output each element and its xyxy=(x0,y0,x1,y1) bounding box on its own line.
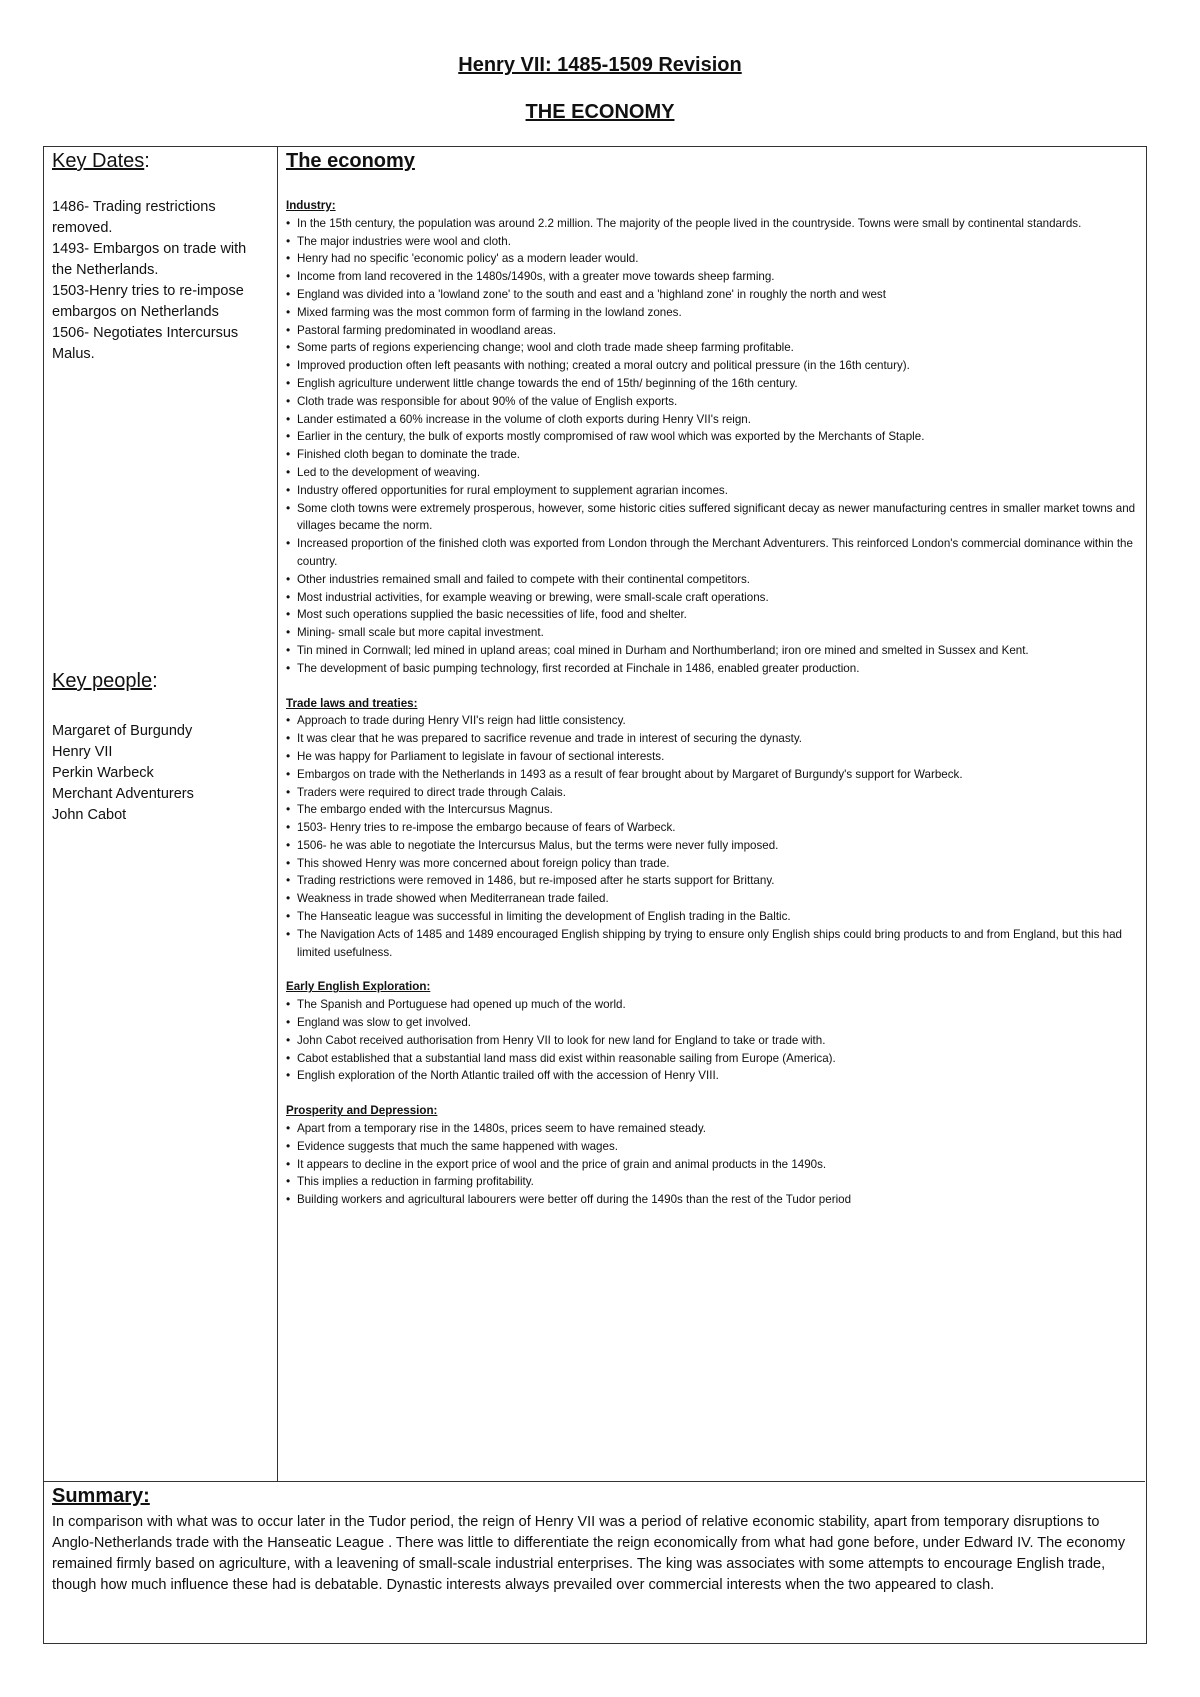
key-date-item: 1506- Negotiates Intercursus Malus. xyxy=(52,325,239,362)
section-heading: Industry: xyxy=(286,199,336,212)
summary-section xyxy=(44,1481,1145,1642)
summary-heading: Summary: xyxy=(52,1485,150,1507)
bullet-item: • Income from land recovered in the 1480s/1490s, with a greater move towards sheep farming. xyxy=(286,268,1141,286)
key-person-item: Perkin Warbeck xyxy=(52,765,154,781)
bullet-item: • Approach to trade during Henry VII's reign had little consistency. xyxy=(286,712,1141,730)
bullet-item: • The embargo ended with the Intercursus Magnus. xyxy=(286,801,1141,819)
bullet-item: • Building workers and agricultural labourers were better off during the 1490s than the rest of the Tudor period xyxy=(286,1191,1141,1209)
economy-heading: The economy xyxy=(286,150,415,172)
key-date-item: 1486- Trading restrictions removed. xyxy=(52,199,216,236)
right-column xyxy=(278,147,1145,1481)
bullet-item: • Improved production often left peasants with nothing; created a moral outcry and political pressure (in the 16th century). xyxy=(286,357,1141,375)
document-title: Henry VII: 1485-1509 Revision xyxy=(458,54,742,76)
bullet-list xyxy=(286,1120,1141,1209)
bullet-item: • This showed Henry was more concerned about foreign policy than trade. xyxy=(286,855,1141,873)
key-date-item: 1493- Embargos on trade with the Netherlands. xyxy=(52,241,247,278)
bullet-item: • Some parts of regions experiencing change; wool and cloth trade made sheep farming profitable. xyxy=(286,339,1141,357)
bullet-item: • Tin mined in Cornwall; led mined in upland areas; coal mined in Durham and Northumberland; iron ore mined and smelted in Sussex and Kent. xyxy=(286,642,1141,660)
bullet-item: • Henry had no specific 'economic policy' as a modern leader would. xyxy=(286,250,1141,268)
bullet-item: • Mining- small scale but more capital investment. xyxy=(286,624,1141,642)
economy-section xyxy=(286,197,1141,678)
bullet-item: • Most industrial activities, for example weaving or brewing, were small-scale craft operations. xyxy=(286,589,1141,607)
bullet-list xyxy=(286,712,1141,961)
key-people-heading: Key people: xyxy=(52,670,158,692)
bullet-item: • The Spanish and Portuguese had opened up much of the world. xyxy=(286,996,1141,1014)
bullet-item: • Most such operations supplied the basic necessities of life, food and shelter. xyxy=(286,606,1141,624)
bullet-item: • Increased proportion of the finished cloth was exported from London through the Merchant Adventurers. This reinforced London's commercial dominance within the country. xyxy=(286,535,1141,571)
bullet-item: • Led to the development of weaving. xyxy=(286,464,1141,482)
section-heading: Prosperity and Depression: xyxy=(286,1104,438,1118)
bullet-item: • In the 15th century, the population was around 2.2 million. The majority of the people lived in the countryside. Towns were small by continental standards. xyxy=(286,215,1141,233)
key-people-list xyxy=(52,721,270,826)
bullet-item: • 1506- he was able to negotiate the Intercursus Malus, but the terms were never fully imposed. xyxy=(286,837,1141,855)
revision-table xyxy=(43,146,1147,1644)
key-person-item: Margaret of Burgundy xyxy=(52,723,193,739)
bullet-item: • The development of basic pumping technology, first recorded at Finchale in 1486, enabled greater production. xyxy=(286,660,1141,678)
bullet-item: • Finished cloth began to dominate the trade. xyxy=(286,446,1141,464)
bullet-list xyxy=(286,996,1141,1085)
bullet-item: • Lander estimated a 60% increase in the volume of cloth exports during Henry VII's reign. xyxy=(286,411,1141,429)
bullet-list xyxy=(286,215,1141,678)
key-person-item: John Cabot xyxy=(52,807,127,823)
bullet-item: • Weakness in trade showed when Mediterranean trade failed. xyxy=(286,890,1141,908)
bullet-item: • Earlier in the century, the bulk of exports mostly compromised of raw wool which was exported by the Merchants of Staple. xyxy=(286,428,1141,446)
bullet-item: • It was clear that he was prepared to sacrifice revenue and trade in interest of securing the dynasty. xyxy=(286,730,1141,748)
economy-content xyxy=(286,197,1141,1226)
bullet-item: • Cloth trade was responsible for about 90% of the value of English exports. xyxy=(286,393,1141,411)
bullet-item: • This implies a reduction in farming profitability. xyxy=(286,1173,1141,1191)
bullet-item: • Other industries remained small and failed to compete with their continental competitors. xyxy=(286,571,1141,589)
key-person-item: Henry VII xyxy=(52,744,113,760)
bullet-item: • Trading restrictions were removed in 1486, but re-imposed after he starts support for Brittany. xyxy=(286,872,1141,890)
economy-section xyxy=(286,978,1141,1085)
economy-section xyxy=(286,1102,1141,1209)
bullet-item: • English agriculture underwent little change towards the end of 15th/ beginning of the 16th century. xyxy=(286,375,1141,393)
section-heading: Trade laws and treaties: xyxy=(286,696,418,710)
bullet-item: • 1503- Henry tries to re-impose the embargo because of fears of Warbeck. xyxy=(286,819,1141,837)
bullet-item: • Some cloth towns were extremely prosperous, however, some historic cities suffered significant decay as newer manufacturing centres in smaller market towns and villages became the norm. xyxy=(286,500,1141,536)
bullet-item: • Apart from a temporary rise in the 1480s, prices seem to have remained steady. xyxy=(286,1120,1141,1138)
bullet-item: • England was divided into a 'lowland zone' to the south and east and a 'highland zone' in roughly the north and west xyxy=(286,286,1141,304)
bullet-item: • John Cabot received authorisation from Henry VII to look for new land for England to take or trade with. xyxy=(286,1032,1141,1050)
economy-section xyxy=(286,695,1141,962)
bullet-item: • He was happy for Parliament to legislate in favour of sectional interests. xyxy=(286,748,1141,766)
bullet-item: • The major industries were wool and cloth. xyxy=(286,233,1141,251)
bullet-item: • Evidence suggests that much the same happened with wages. xyxy=(286,1138,1141,1156)
left-column xyxy=(44,147,278,1481)
key-date-item: 1503-Henry tries to re-impose embargos on Netherlands xyxy=(52,283,244,320)
key-person-item: Merchant Adventurers xyxy=(52,786,194,802)
bullet-item: • The Hanseatic league was successful in limiting the development of English trading in the Baltic. xyxy=(286,908,1141,926)
document-subtitle: THE ECONOMY xyxy=(525,101,675,123)
bullet-item: • Cabot established that a substantial land mass did exist within reasonable sailing from Europe (America). xyxy=(286,1050,1141,1068)
bullet-item: • Industry offered opportunities for rural employment to supplement agrarian incomes. xyxy=(286,482,1141,500)
bullet-item: • It appears to decline in the export price of wool and the price of grain and animal products in the 1490s. xyxy=(286,1156,1141,1174)
bullet-item: • England was slow to get involved. xyxy=(286,1014,1141,1032)
key-dates-heading: Key Dates: xyxy=(52,150,150,172)
section-heading: Early English Exploration: xyxy=(286,980,431,994)
bullet-item: • Pastoral farming predominated in woodland areas. xyxy=(286,322,1141,340)
bullet-item: • The Navigation Acts of 1485 and 1489 encouraged English shipping by trying to ensure only English ships could bring products to and from England, but this had limited usefulness. xyxy=(286,926,1141,962)
bullet-item: • Mixed farming was the most common form of farming in the lowland zones. xyxy=(286,304,1141,322)
key-dates-list xyxy=(52,197,270,365)
bullet-item: • Embargos on trade with the Netherlands in 1493 as a result of fear brought about by Margaret of Burgundy's support for Warbeck. xyxy=(286,766,1141,784)
summary-text: In comparison with what was to occur later in the Tudor period, the reign of Henry VII was a period of relative economic stability, apart from temporary disruptions to Anglo-Netherlands trade with the Hanseatic League . There was little to differentiate the reign economically from what had gone before, under Edward IV. The economy remained firmly based on agriculture, with a leavening of small-scale industrial enterprises. The king was associates with some attempts to encourage English trade, though how much influence these had is debatable. Dynastic interests always prevailed over commercial interests when the two appeared to clash. xyxy=(52,1514,1126,1593)
bullet-item: • Traders were required to direct trade through Calais. xyxy=(286,784,1141,802)
bullet-item: • English exploration of the North Atlantic trailed off with the accession of Henry VIII. xyxy=(286,1067,1141,1085)
